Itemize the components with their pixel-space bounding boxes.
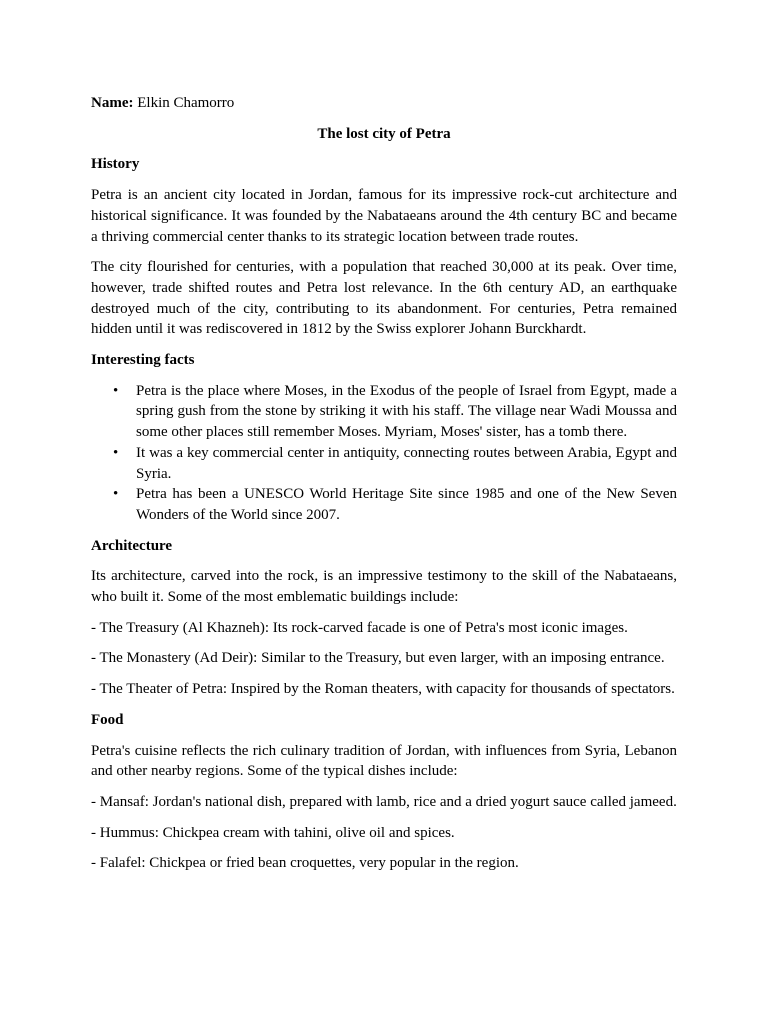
facts-heading: Interesting facts [91,352,195,369]
food-intro: Petra's cuisine reflects the rich culinary tradition of Jordan, with influences from Syria, Lebanon and other nearby regions. Some of the typical dishes include: [91,742,677,780]
history-paragraph: The city flourished for centuries, with a population that reached 30,000 at its peak. Over time, however, trade shifted routes and Petra lost relevance. In the 6th century AD, an earthquake destroyed much of the city, contributing to its abandonment. For centuries, Petra remained hidden until it was rediscovered in 1812 by the Swiss explorer Johann Burckhardt. [91,259,677,338]
bullet-icon: • [113,486,119,503]
architecture-item: - The Theater of Petra: Inspired by the Roman theaters, with capacity for thousands of spectators. [91,681,675,698]
fact-text: Petra has been a UNESCO World Heritage Site since 1985 and one of the New Seven Wonders of the World since 2007. [136,486,677,523]
architecture-item: - The Treasury (Al Khazneh): Its rock-carved facade is one of Petra's most iconic images. [91,619,628,636]
history-paragraph: Petra is an ancient city located in Jordan, famous for its impressive rock-cut architecture and historical significance. It was founded by the Nabataeans around the 4th century BC and became a thriving commercial center thanks to its strategic location between trade routes. [91,187,677,245]
document-title: The lost city of Petra [317,125,451,142]
architecture-item: - The Monastery (Ad Deir): Similar to the Treasury, but even larger, with an imposing entrance. [91,650,665,667]
list-item [113,381,677,443]
list-item [113,484,677,525]
author-line [91,93,677,114]
food-heading: Food [91,711,124,728]
history-heading: History [91,156,140,173]
name-value: Elkin Chamorro [137,95,235,111]
architecture-heading: Architecture [91,537,173,554]
fact-text: It was a key commercial center in antiquity, connecting routes between Arabia, Egypt and Syria. [136,444,677,482]
list-item [113,443,677,484]
facts-list [91,381,677,526]
name-label: Name: [91,95,134,111]
food-item: - Hummus: Chickpea cream with tahini, olive oil and spices. [91,824,455,841]
bullet-icon: • [113,444,119,461]
bullet-icon: • [113,382,119,399]
architecture-intro: Its architecture, carved into the rock, is an impressive testimony to the skill of the Nabataeans, who built it. Some of the most emblematic buildings include: [91,568,677,606]
fact-text: Petra is the place where Moses, in the Exodus of the people of Israel from Egypt, made a spring gush from the stone by striking it with his staff. The village near Wadi Moussa and some other places still remember Moses. Myriam, Moses' sister, has a tomb there. [136,382,677,441]
food-item: - Falafel: Chickpea or fried bean croquettes, very popular in the region. [91,855,519,872]
food-item: - Mansaf: Jordan's national dish, prepared with lamb, rice and a dried yogurt sauce called jameed. [91,793,677,810]
